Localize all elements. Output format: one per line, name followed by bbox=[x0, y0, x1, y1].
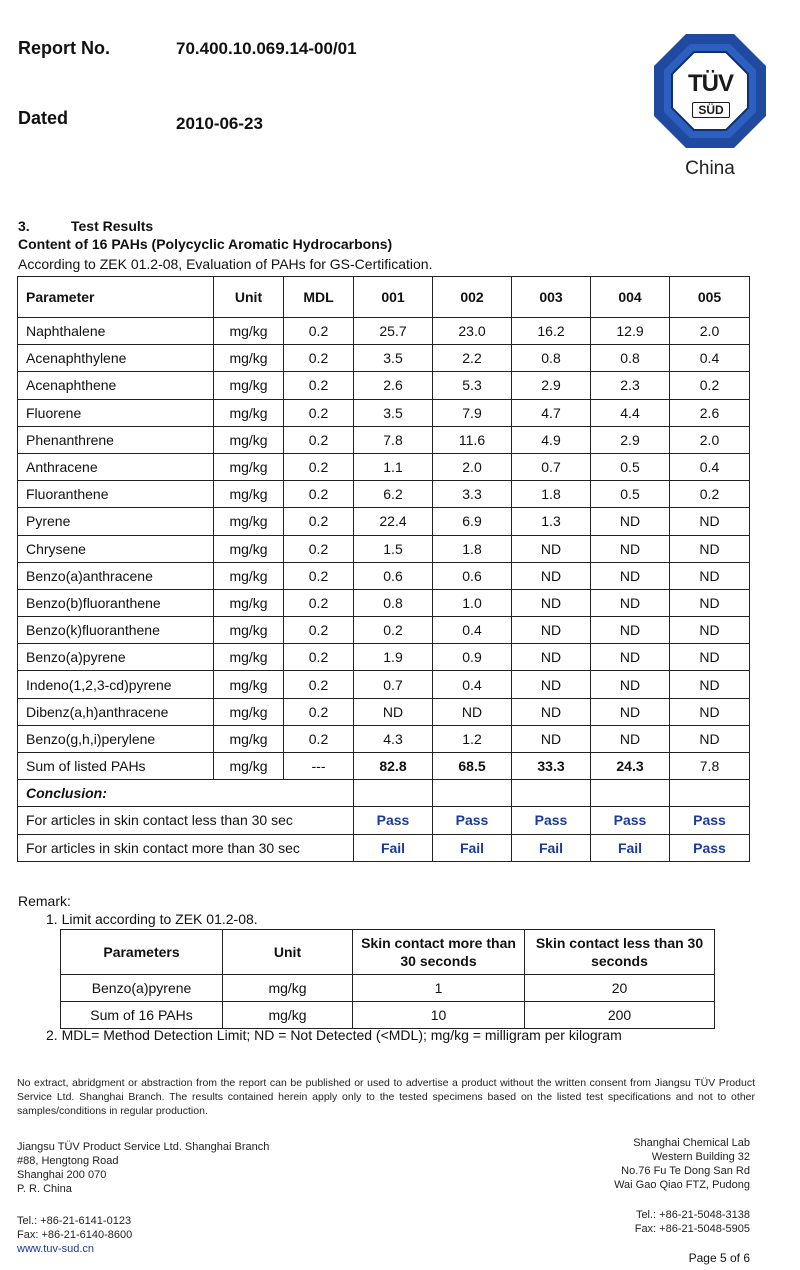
result-cell: ND bbox=[591, 644, 670, 671]
result-cell: 23.0 bbox=[433, 318, 512, 345]
result-cell: 0.2 bbox=[284, 481, 354, 508]
result-cell: mg/kg bbox=[214, 453, 284, 480]
result-cell: mg/kg bbox=[214, 671, 284, 698]
section-title: Test Results bbox=[71, 218, 154, 234]
result-cell: 12.9 bbox=[591, 318, 670, 345]
verdict-cell bbox=[591, 834, 670, 861]
result-cell: 1.8 bbox=[433, 535, 512, 562]
report-no-value: 70.400.10.069.14-00/01 bbox=[176, 39, 357, 58]
footer-right-tel: Tel.: +86-21-5048-3138 bbox=[635, 1209, 750, 1221]
footer-right-fax: Fax: +86-21-5048-5905 bbox=[634, 1223, 750, 1235]
parameter-name: Anthracene bbox=[18, 453, 214, 480]
result-cell: 7.9 bbox=[433, 399, 512, 426]
result-cell: ND bbox=[670, 508, 750, 535]
footer-right-address bbox=[480, 1136, 750, 1192]
result-cell: 0.2 bbox=[284, 426, 354, 453]
limits-header-unit: Unit bbox=[223, 930, 353, 975]
result-cell: ND bbox=[670, 644, 750, 671]
conclusion-row bbox=[18, 807, 750, 834]
result-cell: 3.3 bbox=[433, 481, 512, 508]
empty-cell bbox=[354, 780, 433, 807]
empty-cell bbox=[670, 780, 750, 807]
result-row bbox=[18, 345, 750, 372]
result-cell: 2.9 bbox=[512, 372, 591, 399]
result-cell: mg/kg bbox=[214, 644, 284, 671]
pass-verdict: Pass bbox=[693, 812, 726, 829]
result-cell: 1.5 bbox=[354, 535, 433, 562]
result-cell: 6.2 bbox=[354, 481, 433, 508]
parameter-name: Benzo(k)fluoranthene bbox=[18, 617, 214, 644]
limits-cell: mg/kg bbox=[223, 975, 353, 1002]
result-cell: ND bbox=[512, 589, 591, 616]
result-cell: 0.2 bbox=[284, 453, 354, 480]
result-cell: ND bbox=[512, 698, 591, 725]
parameter-name: Pyrene bbox=[18, 508, 214, 535]
logo-country: China bbox=[685, 158, 735, 179]
report-no-label: Report No. bbox=[18, 38, 110, 58]
result-cell: 5.3 bbox=[433, 372, 512, 399]
sum-cell: 68.5 bbox=[433, 753, 512, 780]
sum-cell: mg/kg bbox=[214, 753, 284, 780]
result-cell: 0.2 bbox=[354, 617, 433, 644]
result-cell: mg/kg bbox=[214, 589, 284, 616]
result-cell: 22.4 bbox=[354, 508, 433, 535]
limits-cell: mg/kg bbox=[223, 1002, 353, 1029]
result-cell: 2.3 bbox=[591, 372, 670, 399]
footer-left-line: Shanghai 200 070 bbox=[17, 1169, 107, 1181]
result-row bbox=[18, 399, 750, 426]
result-cell: mg/kg bbox=[214, 345, 284, 372]
result-cell: ND bbox=[670, 535, 750, 562]
limits-cell: Benzo(a)pyrene bbox=[61, 975, 223, 1002]
parameter-name: Fluorene bbox=[18, 399, 214, 426]
result-cell: 1.0 bbox=[433, 589, 512, 616]
remark-item-1: 1. Limit according to ZEK 01.2-08. bbox=[46, 911, 258, 927]
section-according: According to ZEK 01.2-08, Evaluation of PAHs for GS-Certification. bbox=[18, 256, 433, 272]
result-cell: ND bbox=[591, 698, 670, 725]
limits-row bbox=[61, 975, 715, 1002]
result-row bbox=[18, 698, 750, 725]
result-row bbox=[18, 671, 750, 698]
logo-sub: SÜD bbox=[692, 102, 730, 118]
limits-table bbox=[60, 929, 715, 1029]
result-cell: 25.7 bbox=[354, 318, 433, 345]
result-cell: mg/kg bbox=[214, 617, 284, 644]
result-row bbox=[18, 644, 750, 671]
result-cell: ND bbox=[512, 725, 591, 752]
verdict-cell bbox=[433, 834, 512, 861]
result-cell: 0.2 bbox=[284, 644, 354, 671]
logo-mark: TÜV bbox=[688, 70, 733, 97]
limits-row bbox=[61, 1002, 715, 1029]
pass-verdict: Pass bbox=[455, 812, 489, 829]
result-cell: 16.2 bbox=[512, 318, 591, 345]
result-cell: 4.3 bbox=[354, 725, 433, 752]
header-sample-005: 005 bbox=[670, 277, 750, 318]
result-cell: ND bbox=[670, 589, 750, 616]
header-mdl: MDL bbox=[284, 277, 354, 318]
website-link[interactable]: www.tuv-sud.cn bbox=[17, 1243, 95, 1255]
result-cell: 2.0 bbox=[433, 453, 512, 480]
result-cell: ND bbox=[591, 589, 670, 616]
sum-row bbox=[18, 753, 750, 780]
verdict-cell bbox=[512, 807, 591, 834]
result-cell: mg/kg bbox=[214, 481, 284, 508]
result-cell: 0.2 bbox=[284, 345, 354, 372]
result-cell: ND bbox=[433, 698, 512, 725]
result-cell: 0.2 bbox=[284, 589, 354, 616]
result-cell: 0.2 bbox=[284, 535, 354, 562]
result-row bbox=[18, 453, 750, 480]
result-cell: ND bbox=[512, 671, 591, 698]
conclusion-row bbox=[18, 834, 750, 861]
sum-cell: 82.8 bbox=[354, 753, 433, 780]
result-row bbox=[18, 508, 750, 535]
result-cell: 0.2 bbox=[284, 617, 354, 644]
section-number: 3. bbox=[18, 218, 30, 234]
result-row bbox=[18, 426, 750, 453]
footer-right-line: Shanghai Chemical Lab bbox=[633, 1137, 750, 1149]
section-subtitle: Content of 16 PAHs (Polycyclic Aromatic Hydrocarbons) bbox=[18, 236, 393, 252]
result-cell: 2.0 bbox=[670, 426, 750, 453]
result-cell: ND bbox=[512, 535, 591, 562]
parameter-name: Naphthalene bbox=[18, 318, 214, 345]
result-cell: ND bbox=[512, 644, 591, 671]
remark-label: Remark: bbox=[18, 893, 71, 909]
result-cell: 0.7 bbox=[512, 453, 591, 480]
result-cell: 0.6 bbox=[354, 562, 433, 589]
result-row bbox=[18, 562, 750, 589]
result-cell: 7.8 bbox=[354, 426, 433, 453]
limits-cell: 20 bbox=[525, 975, 715, 1002]
footer-left-tel: Tel.: +86-21-6141-0123 bbox=[17, 1215, 132, 1227]
pass-verdict: Pass bbox=[376, 812, 410, 829]
result-cell: ND bbox=[591, 617, 670, 644]
verdict-cell bbox=[670, 834, 750, 861]
result-cell: 0.4 bbox=[433, 671, 512, 698]
sum-cell: 7.8 bbox=[670, 753, 750, 780]
limits-cell: 200 bbox=[525, 1002, 715, 1029]
result-cell: mg/kg bbox=[214, 372, 284, 399]
result-cell: 2.6 bbox=[670, 399, 750, 426]
result-cell: 0.6 bbox=[433, 562, 512, 589]
footer-right-contact bbox=[480, 1208, 750, 1236]
parameter-name: Benzo(b)fluoranthene bbox=[18, 589, 214, 616]
result-cell: 0.2 bbox=[284, 318, 354, 345]
footer-left-line: P. R. China bbox=[17, 1183, 72, 1195]
result-cell: 1.3 bbox=[512, 508, 591, 535]
limits-cell: Sum of 16 PAHs bbox=[61, 1002, 223, 1029]
pass-verdict: Pass bbox=[613, 812, 647, 829]
limits-cell: 10 bbox=[353, 1002, 525, 1029]
result-cell: 0.2 bbox=[670, 481, 750, 508]
empty-cell bbox=[433, 780, 512, 807]
verdict-cell bbox=[512, 834, 591, 861]
result-cell: ND bbox=[512, 562, 591, 589]
header-parameter: Parameter bbox=[18, 277, 214, 318]
result-cell: ND bbox=[670, 725, 750, 752]
result-cell: 0.2 bbox=[284, 372, 354, 399]
result-cell: 0.4 bbox=[670, 453, 750, 480]
result-cell: 0.2 bbox=[284, 725, 354, 752]
result-cell: ND bbox=[670, 698, 750, 725]
result-cell: 0.2 bbox=[670, 372, 750, 399]
result-cell: mg/kg bbox=[214, 562, 284, 589]
footer-left-fax: Fax: +86-21-6140-8600 bbox=[17, 1229, 133, 1241]
verdict-cell bbox=[354, 834, 433, 861]
result-cell: mg/kg bbox=[214, 725, 284, 752]
results-header-row bbox=[18, 277, 750, 318]
verdict-cell bbox=[670, 807, 750, 834]
result-cell: 0.4 bbox=[433, 617, 512, 644]
results-table bbox=[17, 276, 750, 862]
fail-verdict: Fail bbox=[380, 839, 406, 856]
result-row bbox=[18, 481, 750, 508]
result-cell: 1.9 bbox=[354, 644, 433, 671]
conclusion-row-label: For articles in skin contact less than 30 sec bbox=[18, 807, 354, 834]
parameter-name: Dibenz(a,h)anthracene bbox=[18, 698, 214, 725]
fail-verdict: Fail bbox=[617, 839, 643, 856]
result-cell: mg/kg bbox=[214, 426, 284, 453]
limits-header-row bbox=[61, 930, 715, 975]
result-cell: ND bbox=[591, 725, 670, 752]
result-cell: mg/kg bbox=[214, 698, 284, 725]
sum-cell: 24.3 bbox=[591, 753, 670, 780]
footer-right-line: Western Building 32 bbox=[651, 1151, 750, 1163]
result-cell: 4.7 bbox=[512, 399, 591, 426]
result-cell: 0.8 bbox=[591, 345, 670, 372]
result-cell: 4.9 bbox=[512, 426, 591, 453]
limits-cell: 1 bbox=[353, 975, 525, 1002]
header-sample-004: 004 bbox=[591, 277, 670, 318]
result-cell: 2.6 bbox=[354, 372, 433, 399]
sum-cell: --- bbox=[284, 753, 354, 780]
parameter-name: Phenanthrene bbox=[18, 426, 214, 453]
page-number: Page 5 of 6 bbox=[688, 1251, 750, 1265]
remark-item-2: 2. MDL= Method Detection Limit; ND = Not Detected (<MDL); mg/kg = milligram per kilogram bbox=[46, 1027, 622, 1043]
result-cell: ND bbox=[591, 508, 670, 535]
result-cell: ND bbox=[591, 671, 670, 698]
result-cell: mg/kg bbox=[214, 535, 284, 562]
result-cell: 2.0 bbox=[670, 318, 750, 345]
footer-left-address bbox=[17, 1140, 269, 1196]
parameter-name: Benzo(a)pyrene bbox=[18, 644, 214, 671]
pass-verdict: Pass bbox=[693, 839, 726, 856]
result-cell: 11.6 bbox=[433, 426, 512, 453]
result-cell: 0.7 bbox=[354, 671, 433, 698]
result-row bbox=[18, 535, 750, 562]
result-cell: 1.2 bbox=[433, 725, 512, 752]
result-cell: 0.2 bbox=[284, 671, 354, 698]
sum-cell: 33.3 bbox=[512, 753, 591, 780]
result-cell: 2.2 bbox=[433, 345, 512, 372]
disclaimer: No extract, abridgment or abstraction from the report can be published or used to advertise a product without the written consent from Jiangsu TÜV Product Service Ltd. Shanghai Branch. The results contained herein apply only to the tested specimens based on the listed test specifications and not to other samples/conditions in regular production. bbox=[17, 1077, 755, 1117]
footer-right-line: Wai Gao Qiao FTZ, Pudong bbox=[614, 1179, 750, 1191]
verdict-cell bbox=[354, 807, 433, 834]
result-cell: 0.2 bbox=[284, 399, 354, 426]
result-cell: 1.8 bbox=[512, 481, 591, 508]
result-row bbox=[18, 617, 750, 644]
footer-left-line: #88, Hengtong Road bbox=[17, 1155, 119, 1167]
result-row bbox=[18, 318, 750, 345]
parameter-name: Fluoranthene bbox=[18, 481, 214, 508]
limits-header-less-30: Skin contact less than 30 seconds bbox=[525, 930, 715, 975]
conclusion-heading-row bbox=[18, 780, 750, 807]
dated-label: Dated bbox=[18, 108, 69, 128]
result-row bbox=[18, 725, 750, 752]
result-cell: 0.5 bbox=[591, 453, 670, 480]
result-cell: 1.1 bbox=[354, 453, 433, 480]
result-cell: ND bbox=[591, 535, 670, 562]
result-cell: ND bbox=[512, 617, 591, 644]
footer-left-contact bbox=[17, 1214, 132, 1256]
pass-verdict: Pass bbox=[534, 812, 568, 829]
header-sample-001: 001 bbox=[354, 277, 433, 318]
result-cell: 3.5 bbox=[354, 399, 433, 426]
result-row bbox=[18, 372, 750, 399]
footer-right-line: No.76 Fu Te Dong San Rd bbox=[621, 1165, 750, 1177]
fail-verdict: Fail bbox=[459, 839, 485, 856]
result-cell: 0.4 bbox=[670, 345, 750, 372]
result-cell: mg/kg bbox=[214, 508, 284, 535]
result-cell: ND bbox=[670, 671, 750, 698]
parameter-name: Acenaphthylene bbox=[18, 345, 214, 372]
result-cell: 3.5 bbox=[354, 345, 433, 372]
result-cell: 0.8 bbox=[512, 345, 591, 372]
result-cell: 2.9 bbox=[591, 426, 670, 453]
result-cell: ND bbox=[670, 617, 750, 644]
header-sample-003: 003 bbox=[512, 277, 591, 318]
limits-header-parameters: Parameters bbox=[61, 930, 223, 975]
parameter-name: Chrysene bbox=[18, 535, 214, 562]
result-cell: 0.2 bbox=[284, 508, 354, 535]
result-cell: 0.8 bbox=[354, 589, 433, 616]
result-cell: 0.2 bbox=[284, 698, 354, 725]
parameter-name: Acenaphthene bbox=[18, 372, 214, 399]
parameter-name: Benzo(a)anthracene bbox=[18, 562, 214, 589]
result-cell: mg/kg bbox=[214, 399, 284, 426]
result-cell: 4.4 bbox=[591, 399, 670, 426]
parameter-name: Benzo(g,h,i)perylene bbox=[18, 725, 214, 752]
empty-cell bbox=[512, 780, 591, 807]
footer-left-line: Jiangsu TÜV Product Service Ltd. Shanghai Branch bbox=[17, 1141, 270, 1153]
limits-header-more-30: Skin contact more than 30 seconds bbox=[353, 930, 525, 975]
conclusion-label: Conclusion: bbox=[18, 780, 354, 807]
parameter-name: Indeno(1,2,3-cd)pyrene bbox=[18, 671, 214, 698]
conclusion-row-label: For articles in skin contact more than 30 sec bbox=[18, 834, 354, 861]
result-cell: ND bbox=[354, 698, 433, 725]
sum-label: Sum of listed PAHs bbox=[18, 753, 214, 780]
result-cell: 0.2 bbox=[284, 562, 354, 589]
verdict-cell bbox=[433, 807, 512, 834]
result-cell: ND bbox=[591, 562, 670, 589]
empty-cell bbox=[591, 780, 670, 807]
result-cell: ND bbox=[670, 562, 750, 589]
result-cell: 6.9 bbox=[433, 508, 512, 535]
header-sample-002: 002 bbox=[433, 277, 512, 318]
fail-verdict: Fail bbox=[538, 839, 564, 856]
result-row bbox=[18, 589, 750, 616]
result-cell: 0.5 bbox=[591, 481, 670, 508]
result-cell: mg/kg bbox=[214, 318, 284, 345]
header-unit: Unit bbox=[214, 277, 284, 318]
date-value: 2010-06-23 bbox=[176, 114, 263, 133]
verdict-cell bbox=[591, 807, 670, 834]
result-cell: 0.9 bbox=[433, 644, 512, 671]
